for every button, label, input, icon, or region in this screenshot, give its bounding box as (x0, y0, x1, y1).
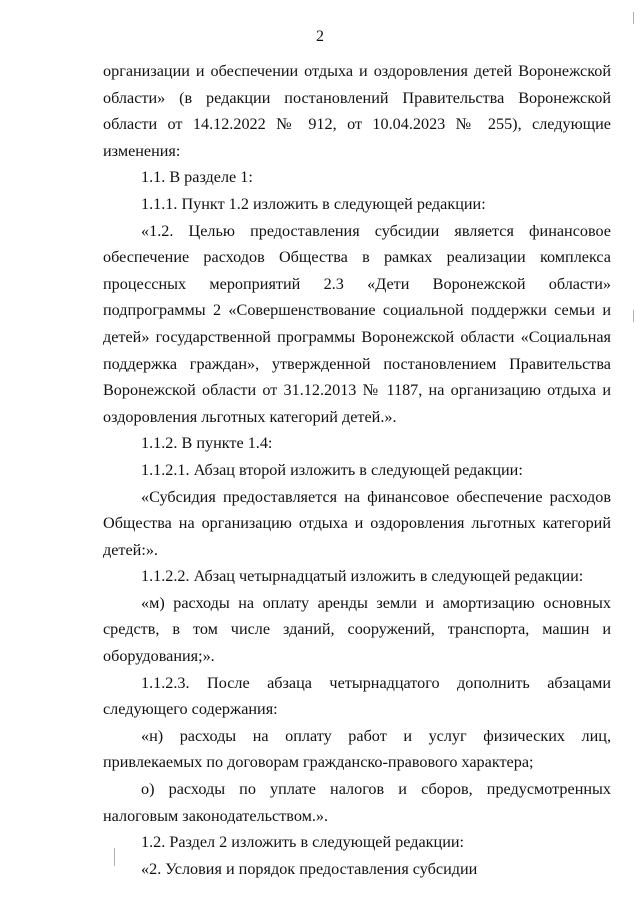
paragraph-item-1-2: 1.2. Раздел 2 изложить в следующей редакции: (141, 833, 465, 852)
paragraph-continuation: организации и обеспечении отдыха и оздоровления детей Воронежской области» (в редакции постановлений Правительства Воронежской области от 14.12.2022 № 912, от 10.04.2023 № 255), следующие изменения: (103, 62, 611, 160)
paragraph-quote-1-2: «1.2. Целью предоставления субсидии является финансовое обеспечение расходов Общества в рамках реализации комплекса процессных мероприятий 2.3 «Дети Воронежской области» подпрограммы 2 «Совершенствование социальной поддержки семьи и детей» государственной программы Воронежской области «Социальная поддержка граждан», утвержденной постановлением Правительства Воронежской области от 31.12.2013 № 1187, на организацию отдыха и оздоровления льготных категорий детей.». (103, 221, 611, 426)
paragraph-item-1-1-2-3: 1.1.2.3. После абзаца четырнадцатого дополнить абзацами следующего содержания: (103, 673, 611, 719)
paragraph-item-1-1-2: 1.1.2. В пункте 1.4: (141, 434, 273, 453)
scan-mark (633, 12, 634, 24)
paragraph-item-1-1-2-2: 1.1.2.2. Абзац четырнадцатый изложить в следующей редакции: (141, 567, 584, 586)
paragraph-section-2-heading: «2. Условия и порядок предоставления субсидии (141, 859, 478, 878)
paragraph-quote-m: «м) расходы на оплату аренды земли и амортизацию основных средств, в том числе зданий, сооружений, транспорта, машин и оборудования;». (103, 593, 611, 666)
paragraph-section-1: 1.1. В разделе 1: (141, 168, 253, 187)
document-body (103, 58, 611, 882)
paragraph-quote-subsidy: «Субсидия предоставляется на финансовое обеспечение расходов Общества на организацию отдыха и оздоровления льготных категорий детей:». (103, 487, 611, 559)
paragraph-item-1-1-2-1: 1.1.2.1. Абзац второй изложить в следующей редакции: (141, 460, 523, 479)
scan-mark (114, 848, 115, 866)
paragraph-quote-n: «н) расходы на оплату работ и услуг физических лиц, привлекаемых по договорам гражданско-правового характера; (103, 726, 611, 772)
paragraph-quote-o: о) расходы по уплате налогов и сборов, предусмотренных налоговым законодательством.». (103, 780, 611, 825)
page-number: 2 (316, 28, 324, 45)
scan-mark (633, 310, 634, 322)
paragraph-item-1-1-1: 1.1.1. Пункт 1.2 изложить в следующей редакции: (141, 194, 486, 213)
